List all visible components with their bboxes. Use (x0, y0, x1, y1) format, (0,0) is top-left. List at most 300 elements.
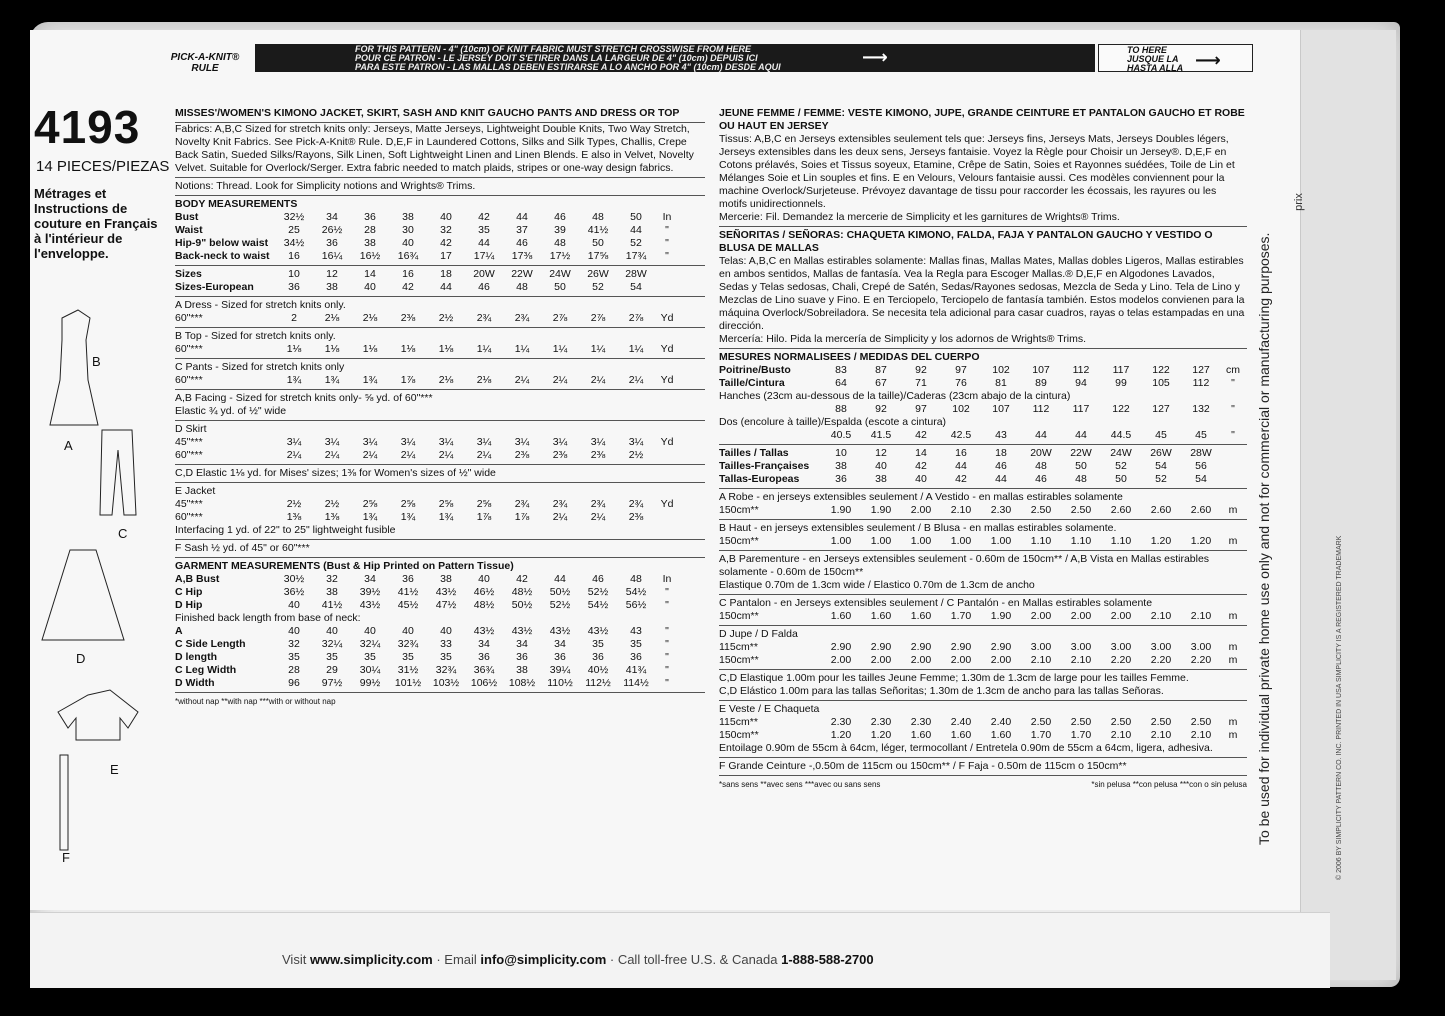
table-cell: 2½ (628, 449, 644, 461)
table-cell: 112 (1192, 377, 1210, 389)
table-cell: 112½ (585, 677, 611, 689)
table-cell: 43 (995, 429, 1007, 441)
row-label: 150cm** (719, 654, 759, 666)
finished-length-heading: Finished back length from base of neck: (175, 612, 361, 624)
table-cell: 32 (326, 573, 338, 585)
table-cell: 40 (478, 573, 490, 585)
table-cell: 2.50 (1190, 716, 1212, 728)
rule-line-2: POUR CE PATRON - LE JERSEY DOIT S'ETIRER DANS LA LARGEUR DE 4" (10cm) DEPUIS ICI (355, 53, 758, 63)
table-cell: 34½ (283, 237, 305, 249)
row-label: C Side Length (175, 638, 246, 650)
unit-cell: " (665, 250, 669, 262)
table-cell: 10 (835, 447, 847, 459)
table-cell: 42 (915, 460, 927, 472)
mercerie-text: Mercerie: Fil. Demandez la mercerie de Simplicity et les garnitures de Wrights® Trims. (719, 211, 1120, 223)
table-cell: 54 (630, 281, 642, 293)
table-cell: 30 (402, 224, 414, 236)
table-cell: 38 (440, 573, 452, 585)
unit-cell: " (665, 224, 669, 236)
row-label: Bust (175, 211, 199, 223)
table-cell: 1⅛ (400, 343, 416, 355)
table-cell: 39¼ (549, 664, 571, 676)
table-cell: 36 (592, 651, 604, 663)
table-cell: 48 (630, 573, 642, 585)
table-cell: 1¾ (286, 374, 302, 386)
table-cell: 1.20 (1190, 535, 1212, 547)
table-cell: 41¾ (625, 664, 647, 676)
table-cell: 2¼ (362, 449, 378, 461)
table-cell: 35 (326, 651, 338, 663)
table-cell: 34 (478, 638, 490, 650)
table-cell: 2½ (324, 498, 340, 510)
envelope-flap (1300, 30, 1396, 980)
row-label (719, 403, 821, 416)
table-cell: 112 (1072, 364, 1090, 376)
table-cell: 36 (554, 651, 566, 663)
table-cell: 35 (402, 651, 414, 663)
table-cell: 1.00 (950, 535, 972, 547)
table-cell: 50½ (549, 586, 571, 598)
french-title: JEUNE FEMME / FEMME: VESTE KIMONO, JUPE, GRANDE CEINTURE ET PANTALON GAUCHO ET ROBE OU HAUT EN JERSEY (719, 107, 1245, 132)
finished-length-table (175, 625, 705, 690)
table-cell: 2¼ (552, 374, 568, 386)
table-cell: 2.10 (1150, 729, 1172, 741)
table-cell: 40 (875, 460, 887, 472)
hanches-label: Hanches (23cm au-dessous de la taille)/Caderas (23cm abajo de la cintura) (719, 390, 1071, 402)
table-cell: 102 (992, 364, 1010, 376)
website-link[interactable]: www.simplicity.com (309, 952, 433, 967)
table-row (175, 511, 705, 524)
table-cell: 2⅝ (400, 498, 416, 510)
table-cell: 20W (1030, 447, 1052, 459)
table-cell: 40½ (587, 664, 609, 676)
knit-rule-bar (255, 44, 1095, 72)
table-cell: 54 (1155, 460, 1167, 472)
table-cell: 32¾ (435, 664, 457, 676)
unit-cell: " (665, 651, 669, 663)
table-row (175, 237, 705, 250)
jupe-heading: D Jupe / D Falda (719, 625, 1247, 641)
table-cell: 2.90 (990, 641, 1012, 653)
table-cell: 1.70 (950, 610, 972, 622)
mesures-table (719, 364, 1247, 390)
notions-text: Notions: Thread. Look for Simplicity notions and Wrights® Trims. (175, 177, 705, 193)
table-cell: 47½ (435, 599, 457, 611)
table-cell: 46 (516, 237, 528, 249)
table-cell: 32¾ (397, 638, 419, 650)
table-cell: 44 (440, 281, 452, 293)
table-cell: 92 (915, 364, 927, 376)
table-cell: 1.20 (870, 729, 892, 741)
table-cell: 2.20 (1110, 654, 1132, 666)
table-cell: 2.00 (870, 654, 892, 666)
copyright-text: © 2006 BY SIMPLICITY PATTERN CO. INC. PRINTED IN USA SIMPLICITY IS A REGISTERED TRADEMARK (1336, 535, 1343, 880)
haut-row (719, 535, 1247, 548)
cd-elastique-2: C,D Elástico 1.00m para las tallas Señoritas; 1.30m de 1.3cm de ancho para las tallas Señoras. (719, 685, 1164, 697)
table-cell: 3¼ (590, 436, 606, 448)
table-cell: 3.00 (1070, 641, 1092, 653)
table-cell: 1.60 (830, 610, 852, 622)
row-label: Tallas-Europeas (719, 473, 800, 485)
table-cell: 92 (875, 403, 887, 415)
table-cell: 43½ (587, 625, 609, 637)
table-cell: 1¾ (324, 374, 340, 386)
unit-cell: m (1228, 729, 1238, 741)
table-cell: 2¼ (514, 374, 530, 386)
table-cell: 103½ (432, 677, 460, 689)
unit-cell: " (1231, 403, 1235, 415)
unit-cell: Yd (660, 312, 674, 324)
table-cell: 3¼ (476, 436, 492, 448)
table-cell: 35 (592, 638, 604, 650)
unit-cell: " (665, 638, 669, 650)
table-cell: 36 (364, 211, 376, 223)
table-cell: 17 (440, 250, 452, 262)
table-cell: 12 (326, 268, 338, 280)
table-cell: 2¾ (476, 312, 492, 324)
english-footnote: *without nap **with nap ***with or without nap (175, 692, 705, 708)
row-label: Sizes-European (175, 281, 254, 293)
table-cell: 1¼ (552, 343, 568, 355)
table-cell: 2.50 (1110, 716, 1132, 728)
table-cell: 12 (875, 447, 887, 459)
table-cell: 132 (1192, 403, 1210, 415)
table-cell: 3¼ (438, 436, 454, 448)
table-cell: 43½ (435, 586, 457, 598)
phone-number: 1-888-588-2700 (781, 952, 874, 967)
table-cell: 44 (1035, 429, 1047, 441)
table-cell: 50 (554, 281, 566, 293)
rule-line-3: PARA ESTE PATRON - LAS MALLAS DEBEN ESTIRARSE A LO ANCHO POR 4" (10cm) DESDE AQUI (355, 62, 781, 72)
pantalon-row (719, 610, 1247, 623)
table-cell: 42 (915, 429, 927, 441)
unit-cell (1221, 473, 1245, 486)
table-cell: 36 (478, 651, 490, 663)
sash-text: F Sash ½ yd. of 45" or 60"*** (175, 539, 705, 555)
table-cell: 1.10 (1030, 535, 1052, 547)
table-cell: 2.10 (1150, 610, 1172, 622)
table-cell: 1⅛ (286, 343, 302, 355)
row-label: A (175, 625, 183, 637)
table-row (719, 429, 1247, 442)
table-cell: 41.5 (870, 429, 892, 441)
table-cell: 36 (402, 573, 414, 585)
table-cell: 1.20 (1150, 535, 1172, 547)
table-cell: 1.90 (990, 610, 1012, 622)
table-cell: 42 (402, 281, 414, 293)
unit-cell: cm (1226, 364, 1240, 376)
skirt-heading: D Skirt (175, 420, 705, 436)
unit-cell: m (1228, 716, 1238, 728)
table-cell: 16¼ (321, 250, 343, 262)
french-spanish-column (719, 107, 1247, 791)
table-cell: 38 (364, 237, 376, 249)
table-cell: 16 (402, 268, 414, 280)
table-row (175, 638, 705, 651)
skirt-sketch (42, 550, 124, 640)
table-cell: 99½ (359, 677, 381, 689)
table-cell: 2.60 (1150, 504, 1172, 516)
table-cell: 32½ (283, 211, 305, 223)
table-cell: 3¼ (400, 436, 416, 448)
table-cell: 42.5 (950, 429, 972, 441)
table-cell: 38 (875, 473, 887, 485)
table-row (719, 504, 1247, 517)
table-cell: 31½ (397, 664, 419, 676)
table-cell: 28 (364, 224, 376, 236)
email-label: · Email (432, 952, 481, 967)
table-row (175, 374, 705, 387)
table-cell: 44 (995, 473, 1007, 485)
row-label: 150cm** (719, 729, 759, 741)
table-cell: 44.5 (1110, 429, 1132, 441)
table-cell: 3¼ (514, 436, 530, 448)
table-cell: 42 (440, 237, 452, 249)
table-cell: 1¼ (514, 343, 530, 355)
table-cell: 36¾ (473, 664, 495, 676)
table-cell: 40 (364, 625, 376, 637)
table-cell: 36 (835, 473, 847, 485)
table-cell: 83 (835, 364, 847, 376)
row-label: C Hip (175, 586, 203, 598)
table-cell: 2¼ (628, 374, 644, 386)
table-cell: 41½ (397, 586, 419, 598)
table-cell: 1.90 (870, 504, 892, 516)
table-cell: 50 (592, 237, 604, 249)
table-cell: 32¼ (321, 638, 343, 650)
table-cell: 2.20 (1190, 654, 1212, 666)
table-row (175, 449, 705, 462)
table-cell: 71 (915, 377, 927, 389)
unit-cell: In (662, 211, 672, 223)
usage-notice: To be used for individual private home use only and not for commercial or manufacturing purposes. (1256, 232, 1272, 845)
row-label: 150cm** (719, 504, 759, 516)
table-cell: 2⅞ (590, 312, 606, 324)
table-cell: 38 (402, 211, 414, 223)
table-cell: 1.70 (1070, 729, 1092, 741)
table-cell: 122 (1152, 364, 1170, 376)
table-cell: 2.60 (1190, 504, 1212, 516)
table-cell: 1.20 (830, 729, 852, 741)
table-cell: 2.00 (1030, 610, 1052, 622)
unit-cell: " (665, 237, 669, 249)
table-cell: 117 (1072, 403, 1090, 415)
table-cell: 52 (1115, 460, 1127, 472)
row-label: D length (175, 651, 217, 663)
table-cell: 36 (630, 651, 642, 663)
table-cell: 1.60 (910, 610, 932, 622)
table-cell: 2.00 (910, 654, 932, 666)
unit-cell: Yd (660, 436, 674, 448)
table-cell: 1¾ (400, 511, 416, 523)
table-cell: 40 (915, 473, 927, 485)
table-row (719, 364, 1247, 377)
table-cell: 38 (516, 664, 528, 676)
table-cell: 45 (1195, 429, 1207, 441)
garment-table (175, 573, 705, 612)
table-cell: 40 (288, 625, 300, 637)
table-cell: 2⅛ (476, 374, 492, 386)
table-cell: 26W (1150, 447, 1172, 459)
table-cell: 2⅛ (362, 312, 378, 324)
unit-cell: " (665, 664, 669, 676)
row-label: 60"*** (175, 312, 203, 324)
table-cell: 54½ (587, 599, 609, 611)
jacket-sketch (58, 690, 138, 740)
table-cell: 2¼ (400, 449, 416, 461)
table-cell: 2⅜ (628, 511, 644, 523)
table-row (719, 535, 1247, 548)
table-cell: 45 (1155, 429, 1167, 441)
table-cell: 46 (478, 281, 490, 293)
table-cell: 17½ (549, 250, 571, 262)
table-cell: 2.10 (1070, 654, 1092, 666)
table-row (175, 677, 705, 690)
view-heading: B Top - Sized for stretch knits only. (175, 327, 705, 343)
table-cell: 87 (875, 364, 887, 376)
table-cell: 2¾ (514, 498, 530, 510)
table-row (719, 473, 1247, 486)
table-cell: 38 (326, 586, 338, 598)
table-cell: 32 (288, 638, 300, 650)
table-cell: 2¾ (552, 498, 568, 510)
table-cell: 2⅝ (476, 498, 492, 510)
table-row (719, 729, 1247, 742)
table-cell: 106½ (470, 677, 498, 689)
table-cell: 33 (440, 638, 452, 650)
table-cell: 2⅝ (438, 498, 454, 510)
table-cell: 42 (478, 211, 490, 223)
to-here-label: TO HERE (1127, 45, 1167, 55)
table-cell: 30¼ (359, 664, 381, 676)
table-cell: 1¼ (590, 343, 606, 355)
table-cell: 2⅝ (362, 498, 378, 510)
table-cell: 50 (630, 211, 642, 223)
table-cell: 41½ (321, 599, 343, 611)
spanish-footnote: *sin pelusa **con pelusa ***con o sin pelusa (1091, 780, 1247, 789)
table-cell: 44 (478, 237, 490, 249)
unit-cell: m (1228, 535, 1238, 547)
table-cell: 1.70 (1030, 729, 1052, 741)
table-cell: 28W (1190, 447, 1212, 459)
row-label: C Leg Width (175, 664, 237, 676)
table-cell: 102 (952, 403, 970, 415)
contact-line (282, 952, 874, 967)
table-cell: 17¾ (625, 250, 647, 262)
unit-cell: " (1231, 377, 1235, 389)
table-cell: 88 (835, 403, 847, 415)
table-cell: 94 (1075, 377, 1087, 389)
table-cell: 76 (955, 377, 967, 389)
robe-row (719, 504, 1247, 517)
table-row (719, 460, 1247, 473)
table-cell: 127 (1192, 364, 1210, 376)
table-cell: 1¾ (362, 374, 378, 386)
table-cell: 22W (1070, 447, 1092, 459)
table-cell: 2.10 (1110, 729, 1132, 741)
view-heading: A Dress - Sized for stretch knits only. (175, 296, 705, 312)
table-cell: 2.30 (870, 716, 892, 728)
table-cell: 2.90 (950, 641, 972, 653)
table-cell: 40 (288, 599, 300, 611)
table-cell: 40 (402, 625, 414, 637)
to-here-box (1098, 44, 1253, 72)
table-cell: 108½ (508, 677, 536, 689)
table-cell: 46 (592, 573, 604, 585)
unit-cell: m (1228, 641, 1238, 653)
table-cell: 2.50 (1150, 716, 1172, 728)
table-cell: 25 (288, 224, 300, 236)
table-cell: 28W (625, 268, 647, 280)
veste-heading: E Veste / E Chaqueta (719, 700, 1247, 716)
email-link[interactable]: info@simplicity.com (480, 952, 607, 967)
table-cell: 54½ (625, 586, 647, 598)
table-cell: 2.90 (910, 641, 932, 653)
table-cell: 2.50 (1030, 716, 1052, 728)
table-row (175, 599, 705, 612)
table-cell: 48 (1075, 473, 1087, 485)
table-cell: 2¼ (590, 511, 606, 523)
table-cell: 3.00 (1030, 641, 1052, 653)
unit-cell: m (1228, 504, 1238, 516)
row-label: Taille/Cintura (719, 377, 785, 389)
garment-heading: GARMENT MEASUREMENTS (Bust & Hip Printed on Pattern Tissue) (175, 557, 705, 573)
table-cell: 2⅞ (552, 312, 568, 324)
table-cell: 2.90 (870, 641, 892, 653)
table-row (175, 312, 705, 325)
jusque-label: JUSQUE LA (1127, 54, 1179, 64)
table-cell: 52½ (587, 586, 609, 598)
table-cell: 32¼ (359, 638, 381, 650)
row-label: 60"*** (175, 343, 203, 355)
table-cell: 2.30 (990, 504, 1012, 516)
table-row (175, 343, 705, 356)
table-cell: 52 (592, 281, 604, 293)
table-cell: 43 (630, 625, 642, 637)
table-cell: 1.60 (950, 729, 972, 741)
table-cell: 32 (440, 224, 452, 236)
table-cell: 2.90 (830, 641, 852, 653)
english-column (175, 107, 705, 708)
fabrics-text: Fabrics: A,B,C Sized for stretch knits only: Jerseys, Matte Jerseys, Lightweight Double Knits, Two Way Stretch, Novelty Knit Fabrics. See Pick-A-Knit® Rule. D,E,F in Laundered Cottons, Silks and Silk Types, Challis, Crepe Back Satin, Sueded Silks/Rayons, Silk Linen, Soft Lightweight Linen and Linen Blends. E also in Velvet, Novelty Velvet. Suitable for Overlock/Serger. Extra fabric needed to match plaids, stripes or one-way design fabrics. (175, 122, 705, 175)
table-cell: 26W (587, 268, 609, 280)
table-cell: 1¼ (628, 343, 644, 355)
table-cell: 48½ (473, 599, 495, 611)
table-cell: 17¼ (473, 250, 495, 262)
table-cell: 35 (478, 224, 490, 236)
table-row (175, 436, 705, 449)
row-label: 45"*** (175, 436, 203, 448)
table-cell: 2.30 (830, 716, 852, 728)
table-cell: 89 (1035, 377, 1047, 389)
table-cell: 36 (516, 651, 528, 663)
table-cell: 50 (1115, 473, 1127, 485)
table-cell: 2⅛ (438, 374, 454, 386)
table-cell: 36 (326, 237, 338, 249)
table-cell: 38 (326, 281, 338, 293)
table-cell: 34 (364, 573, 376, 585)
table-cell: 36½ (283, 586, 305, 598)
table-cell: 3¼ (362, 436, 378, 448)
robe-heading: A Robe - en jerseys extensibles seulement / A Vestido - en mallas estirables solamente (719, 488, 1247, 504)
table-cell: 48 (554, 237, 566, 249)
table-cell: 34 (516, 638, 528, 650)
table-cell: 48½ (511, 586, 533, 598)
unit-cell (655, 268, 679, 281)
table-row (175, 250, 705, 263)
table-cell: 29 (326, 664, 338, 676)
table-cell: 44 (516, 211, 528, 223)
